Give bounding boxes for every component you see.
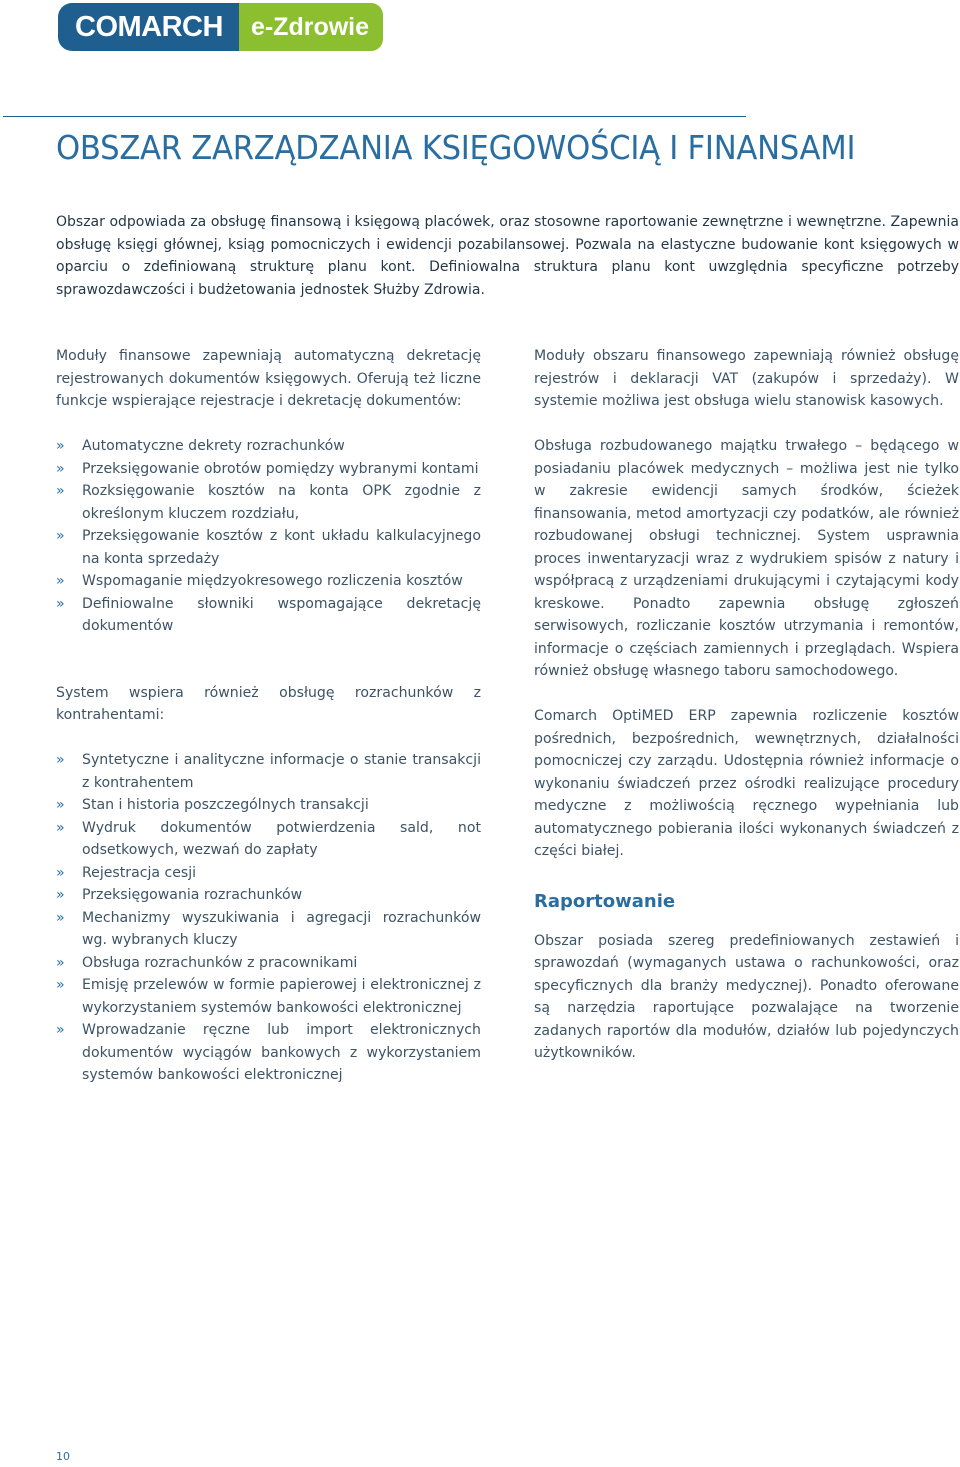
- left-paragraph-1: Moduły finansowe zapewniają automatyczną dekretację rejestrowanych dokumentów księgowych. Oferują też liczne funkcje wspierające rejestracje i dekretację dokumentów:: [56, 348, 481, 409]
- list-item: » Emisję przelewów w formie papierowej i elektronicznej z wykorzystaniem systemów bankowości elektronicznej: [56, 974, 481, 1019]
- bullet-icon: »: [56, 483, 65, 499]
- brand-logo: [58, 3, 383, 51]
- right-column: [534, 345, 959, 1087]
- list-item: » Obsługa rozrachunków z pracownikami: [56, 952, 481, 975]
- bullet-icon: »: [56, 573, 65, 589]
- list-item: » Przeksięgowanie obrotów pomiędzy wybranymi kontami: [56, 458, 481, 481]
- logo-comarch: COMARCH: [58, 3, 239, 51]
- bullet-icon: »: [56, 752, 65, 768]
- list-item: » Mechanizmy wyszukiwania i agregacji rozrachunków wg. wybranych kluczy: [56, 907, 481, 952]
- bullet-icon: »: [56, 887, 65, 903]
- bullet-icon: »: [56, 909, 65, 926]
- page-number: 10: [56, 1450, 70, 1463]
- logo-e-zdrowie: e-Zdrowie: [239, 3, 383, 51]
- bullet-icon: »: [56, 797, 65, 813]
- bullet-icon: »: [56, 954, 65, 971]
- bullet-icon: »: [56, 595, 65, 612]
- bullet-icon: »: [56, 864, 65, 881]
- bullet-icon: »: [56, 819, 65, 836]
- left-column: [56, 345, 481, 1131]
- right-paragraph-2: Obsługa rozbudowanego majątku trwałego – będącego w posiadaniu placówek medycznych – możliwa jest nie tylko w zakresie ewidencji samych środków, ścieżek finansowania, metod amortyzacji czy podatków, ale również rozbudowanej obsługi technicznej. System usprawnia proces inwentaryzacji wraz z wydrukiem spisów z natury i współpracą z urządzeniami drukującymi i czytającymi kody kreskowe. Ponadto zapewnia obsługę zgłoszeń serwisowych, rozliczanie kosztów utrzymania i remontów, informacje o częściach zamiennych i przeglądach. Wspiera również obsługę własnego taboru samochodowego.: [534, 438, 959, 679]
- intro-paragraph: Obszar odpowiada za obsługę finansową i księgową placówek, oraz stosowne raportowanie zewnętrzne i wewnętrzne. Zapewnia obsługę księgi głównej, ksiąg pomocniczych i ewidencji pozabilansowej. Pozwala na elastyczne budowanie kont księgowych w oparciu o zdefiniowaną strukturę planu kont. Definiowalna struktura planu kont uwzględnia specyficzne potrzeby sprawozdawczości i budżetowania jednostek Służby Zdrowia.: [56, 214, 959, 298]
- list-item: » Wprowadzanie ręczne lub import elektronicznych dokumentów wyciągów bankowych z wykorzystaniem systemów bankowości elektronicznej: [56, 1019, 481, 1087]
- left-paragraph-2: System wspiera również obsługę rozrachunków z kontrahentami:: [56, 684, 481, 723]
- section-heading-raportowanie: Raportowanie: [534, 890, 676, 912]
- header-rule: [3, 116, 746, 117]
- list-item: » Wspomaganie międzyokresowego rozliczenia kosztów: [56, 570, 481, 593]
- list-item: » Syntetyczne i analityczne informacje o stanie transakcji z kontrahentem: [56, 749, 481, 794]
- right-paragraph-3: Comarch OptiMED ERP zapewnia rozliczenie kosztów pośrednich, bezpośrednich, wewnętrznych, działalności pomocniczej czy zarządu. Udostępnia również informacje o wykonaniu świadczeń przez ośrodki realizujące procedury medyczne z możliwością ręcznego wypełniania lub automatycznego pobierania ilości wykonanych świadczeń z części białej.: [534, 708, 959, 859]
- list-item: » Stan i historia poszczególnych transakcji: [56, 794, 481, 817]
- list-item: » Przeksięgowania rozrachunków: [56, 884, 481, 907]
- right-paragraph-4: Obszar posiada szereg predefiniowanych zestawień i sprawozdań (wymaganych ustawa o rachunkowości, oraz specyficznych dla branży medycznej). Ponadto oferowane są narzędzia raportujące pozwalające na tworzenie zadanych raportów dla modułów, działów lub pojedynczych użytkowników.: [534, 932, 959, 1061]
- list-item: » Automatyczne dekrety rozrachunków: [56, 435, 481, 458]
- bullet-icon: »: [56, 528, 65, 544]
- list-item: » Wydruk dokumentów potwierdzenia sald, not odsetkowych, wezwań do zapłaty: [56, 817, 481, 862]
- feature-list-1: [56, 435, 481, 638]
- list-item: » Przeksięgowanie kosztów z kont układu kalkulacyjnego na konta sprzedaży: [56, 525, 481, 570]
- list-item: » Rozksięgowanie kosztów na konta OPK zgodnie z określonym kluczem rozdziału,: [56, 480, 481, 525]
- bullet-icon: »: [56, 977, 65, 993]
- page-title: OBSZAR ZARZĄDZANIA KSIĘGOWOŚCIĄ I FINANSAMI: [56, 128, 856, 167]
- list-item: » Definiowalne słowniki wspomagające dekretację dokumentów: [56, 593, 481, 638]
- right-paragraph-1: Moduły obszaru finansowego zapewniają również obsługę rejestrów i deklaracji VAT (zakupów i sprzedaży). W systemie możliwa jest obsługa wielu stanowisk kasowych.: [534, 348, 959, 409]
- feature-list-2: [56, 749, 481, 1087]
- bullet-icon: »: [56, 1022, 65, 1038]
- bullet-icon: »: [56, 460, 65, 477]
- list-item: » Rejestracja cesji: [56, 862, 481, 885]
- bullet-icon: »: [56, 438, 65, 454]
